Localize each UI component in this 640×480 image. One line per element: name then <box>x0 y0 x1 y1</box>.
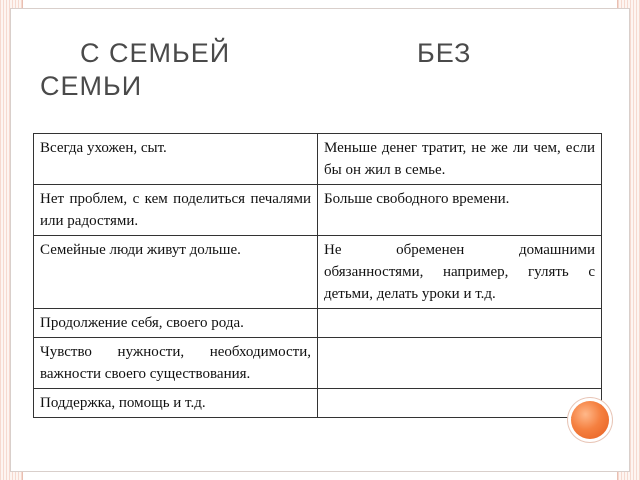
cell-with-family: Всегда ухожен, сыт. <box>34 134 318 185</box>
table-row <box>34 134 602 185</box>
table-row <box>34 338 602 389</box>
decorative-orb <box>571 401 609 439</box>
title-with-family: С СЕМЬЕЙ <box>80 38 231 68</box>
cell-without-family: Больше свободного времени. <box>318 185 602 236</box>
cell-without-family <box>318 338 602 389</box>
cell-with-family: Чувство нужности, необходимости, важности своего существования. <box>34 338 318 389</box>
cell-with-family: Поддержка, помощь и т.д. <box>34 389 318 418</box>
table-row <box>34 236 602 309</box>
title-family-wrap: СЕМЬИ <box>40 71 143 101</box>
cell-with-family: Семейные люди живут дольше. <box>34 236 318 309</box>
cell-without-family: Меньше денег тратит, не же ли чем, если бы он жил в семье. <box>318 134 602 185</box>
table-row <box>34 309 602 338</box>
comparison-table <box>33 133 602 418</box>
cell-with-family: Продолжение себя, своего рода. <box>34 309 318 338</box>
table-row <box>34 389 602 418</box>
cell-without-family <box>318 389 602 418</box>
cell-without-family <box>318 309 602 338</box>
cell-without-family: Не обременен домашними обязанностями, например, гулять с детьми, делать уроки и т.д. <box>318 236 602 309</box>
table-row <box>34 185 602 236</box>
title-without: БЕЗ <box>417 38 472 68</box>
cell-with-family: Нет проблем, с кем поделиться печалями или радостями. <box>34 185 318 236</box>
